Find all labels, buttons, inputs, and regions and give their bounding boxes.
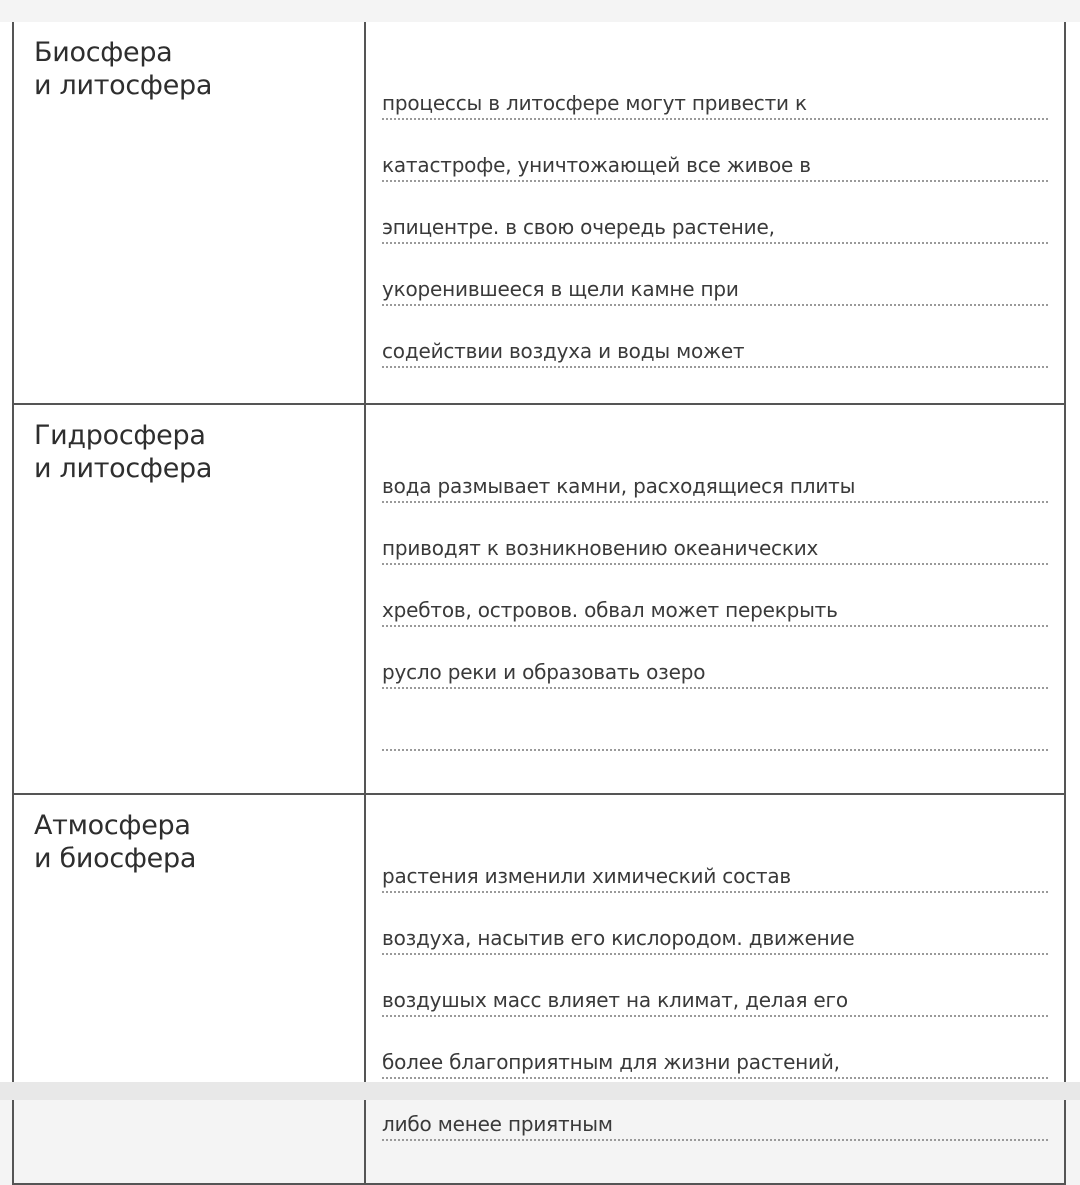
answer-line: процессы в литосфере могут привести к <box>382 58 1048 120</box>
sphere-label: Биосфера и литосфера <box>34 37 213 101</box>
answer-line: эпицентре. в свою очередь растение, <box>382 182 1048 244</box>
answer-line: укоренившееся в щели камне при <box>382 244 1048 306</box>
answer-line: более благоприятным для жизни растений, <box>382 1017 1048 1079</box>
sphere-label-cell <box>13 404 365 794</box>
answer-line: воздуха, насытив его кислородом. движение <box>382 893 1048 955</box>
answer-line: русло реки и образовать озеро <box>382 627 1048 689</box>
answer-line: растения изменили химический состав <box>382 831 1048 893</box>
answer-cell <box>365 22 1065 404</box>
answer-lines <box>382 58 1048 368</box>
answer-cell <box>365 404 1065 794</box>
sphere-label-cell <box>13 22 365 404</box>
answer-line: содействии воздуха и воды может <box>382 306 1048 368</box>
answer-line <box>382 689 1048 751</box>
answer-line: приводят к возникновению океанических <box>382 503 1048 565</box>
answer-line: вода размывает камни, расходящиеся плиты <box>382 441 1048 503</box>
answer-cell <box>365 794 1065 1184</box>
table-row <box>13 404 1065 794</box>
sphere-label: Гидросфера и литосфера <box>34 420 213 484</box>
table-row <box>13 794 1065 1184</box>
answer-line: либо менее приятным <box>382 1079 1048 1141</box>
answer-line: воздушых масс влияет на климат, делая его <box>382 955 1048 1017</box>
page-bottom-edge <box>0 1082 1080 1100</box>
sphere-label-cell <box>13 794 365 1184</box>
spheres-interaction-table <box>12 22 1066 1185</box>
worksheet-sheet <box>0 22 1080 1136</box>
table-row <box>13 22 1065 404</box>
answer-line: катастрофе, уничтожающей все живое в <box>382 120 1048 182</box>
answer-line: хребтов, островов. обвал может перекрыть <box>382 565 1048 627</box>
sphere-label: Атмосфера и биосфера <box>34 810 197 874</box>
answer-lines <box>382 441 1048 751</box>
